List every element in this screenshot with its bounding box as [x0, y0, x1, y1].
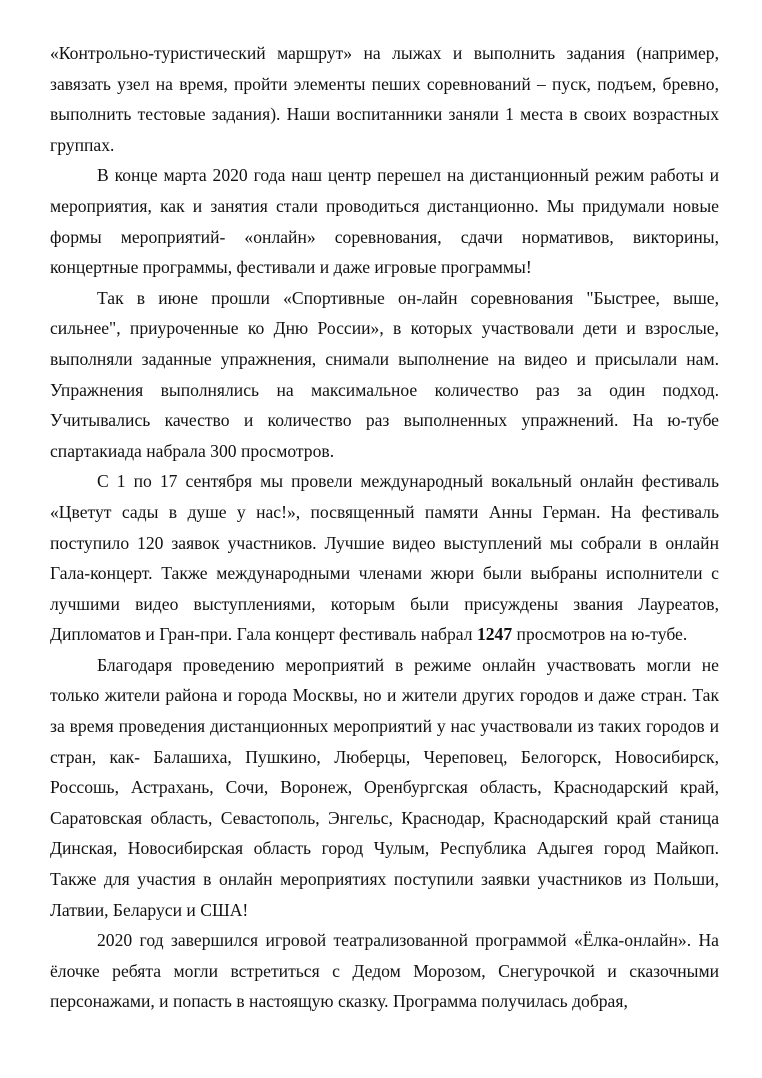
paragraph-distance-mode: В конце марта 2020 года наш центр перешел на дистанционный режим работы и мероприятия, как и занятия стали проводиться дистанционно. Мы придумали новые формы мероприятий- «онлайн» соревнования, сдачи нормативов, викторины, концертные программы, фестивали и даже игровые программы! [50, 165, 719, 278]
paragraph-online-competitions: Так в июне прошли «Спортивные он-лайн соревнования "Быстрее, выше, сильнее", приуроченные ко Дню России», в которых участвовали дети и взрослые, выполняли заданные упражнения, снимали выполнение на видео и присылали нам. Упражнения выполнялись на максимальное количество раз за один подход. Учитывались качество и количество раз выполненных упражнений. На ю-тубе спартакиада набрала 300 просмотров. [50, 287, 719, 461]
festival-text-before: С 1 по 17 сентября мы провели международный вокальный онлайн фестиваль «Цветут сады в душе у нас!», посвященный памяти Анны Герман. На фестиваль поступило 120 заявок участников. Лучшие видео выступлений мы собрали в онлайн Гала-концерт. Также международными членами жюри были выбраны исполнители с лучшими видео выступлениями, которым были присуждены звания Лауреатов, Дипломатов и Гран-при. Гала концерт фестиваль набрал [50, 471, 719, 645]
paragraph-tourist-route: «Контрольно-туристический маршрут» на лыжах и выполнить задания (например, завязать узел на время, пройти элементы пеших соревнований – пуск, подъем, бревно, выполнить тестовые задания). Наши воспитанники заняли 1 места в своих возрастных группах. [50, 43, 719, 155]
paragraph-new-year-program: 2020 год завершился игровой театрализованной программой «Ёлка-онлайн». На ёлочке ребята могли встретиться с Дедом Морозом, Снегурочкой и сказочными персонажами, и попасть в настоящую сказку. Программа получилась добрая, [50, 930, 719, 1012]
paragraph-participants-geography: Благодаря проведению мероприятий в режиме онлайн участвовать могли не только жители района и города Москвы, но и жители других городов и даже стран. Так за время проведения дистанционных мероприятий у нас участвовали из таких городов и стран, как- Балашиха, Пушкино, Люберцы, Череповец, Белогорск, Новосибирск, Россошь, Астрахань, Сочи, Воронеж, Оренбургская область, Краснодарский край, Саратовская область, Севастополь, Энгельс, Краснодар, Краснодарский край станица Динская, Новосибирская область город Чулым, Республика Адыгея город Майкоп. Также для участия в онлайн мероприятиях поступили заявки участников из Польши, Латвии, Беларуси и США! [50, 654, 719, 920]
views-count: 1247 [476, 624, 513, 645]
festival-text-after: просмотров на ю-тубе. [512, 624, 688, 645]
paragraph-vocal-festival [50, 466, 719, 650]
